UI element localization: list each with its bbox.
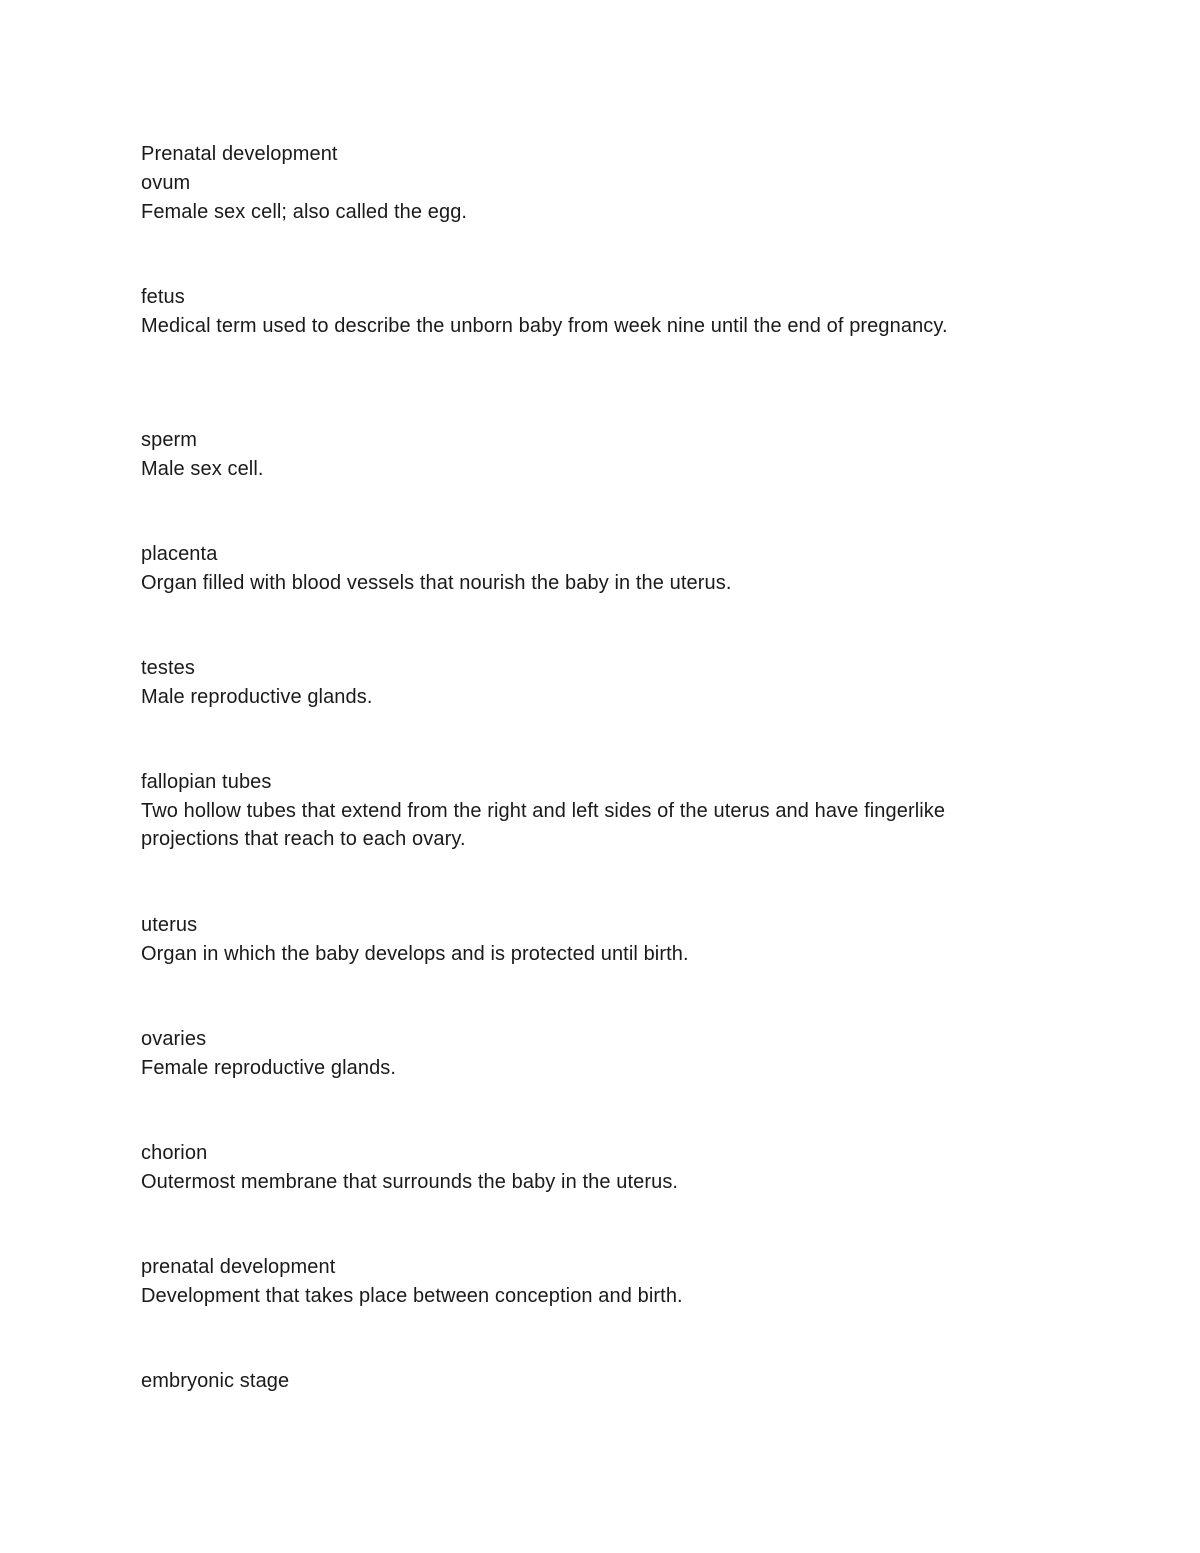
definition-prenatal-development: Development that takes place between conception and birth.	[141, 1285, 683, 1307]
definition-fetus: Medical term used to describe the unborn baby from week nine until the end of pregnancy.	[141, 315, 948, 337]
definition-fallopian-tubes-line-2: projections that reach to each ovary.	[141, 828, 466, 850]
term-fallopian-tubes: fallopian tubes	[141, 771, 272, 793]
definition-ovaries: Female reproductive glands.	[141, 1057, 397, 1079]
definition-chorion: Outermost membrane that surrounds the baby in the uterus.	[141, 1171, 679, 1193]
definition-uterus: Organ in which the baby develops and is protected until birth.	[141, 943, 689, 965]
term-embryonic-stage: embryonic stage	[141, 1370, 290, 1392]
definition-ovum: Female sex cell; also called the egg.	[141, 201, 468, 223]
term-chorion: chorion	[141, 1142, 208, 1164]
term-testes: testes	[141, 657, 195, 679]
term-sperm: sperm	[141, 429, 198, 451]
document-heading: Prenatal development	[141, 143, 338, 165]
definition-sperm: Male sex cell.	[141, 458, 264, 480]
definition-fallopian-tubes-line-1: Two hollow tubes that extend from the right and left sides of the uterus and have fingerlike	[141, 800, 946, 822]
term-ovum: ovum	[141, 172, 191, 194]
term-fetus: fetus	[141, 286, 185, 308]
term-placenta: placenta	[141, 543, 218, 565]
term-ovaries: ovaries	[141, 1028, 207, 1050]
term-prenatal-development: prenatal development	[141, 1256, 336, 1278]
term-uterus: uterus	[141, 914, 198, 936]
definition-placenta: Organ filled with blood vessels that nourish the baby in the uterus.	[141, 572, 732, 594]
definition-testes: Male reproductive glands.	[141, 686, 373, 708]
